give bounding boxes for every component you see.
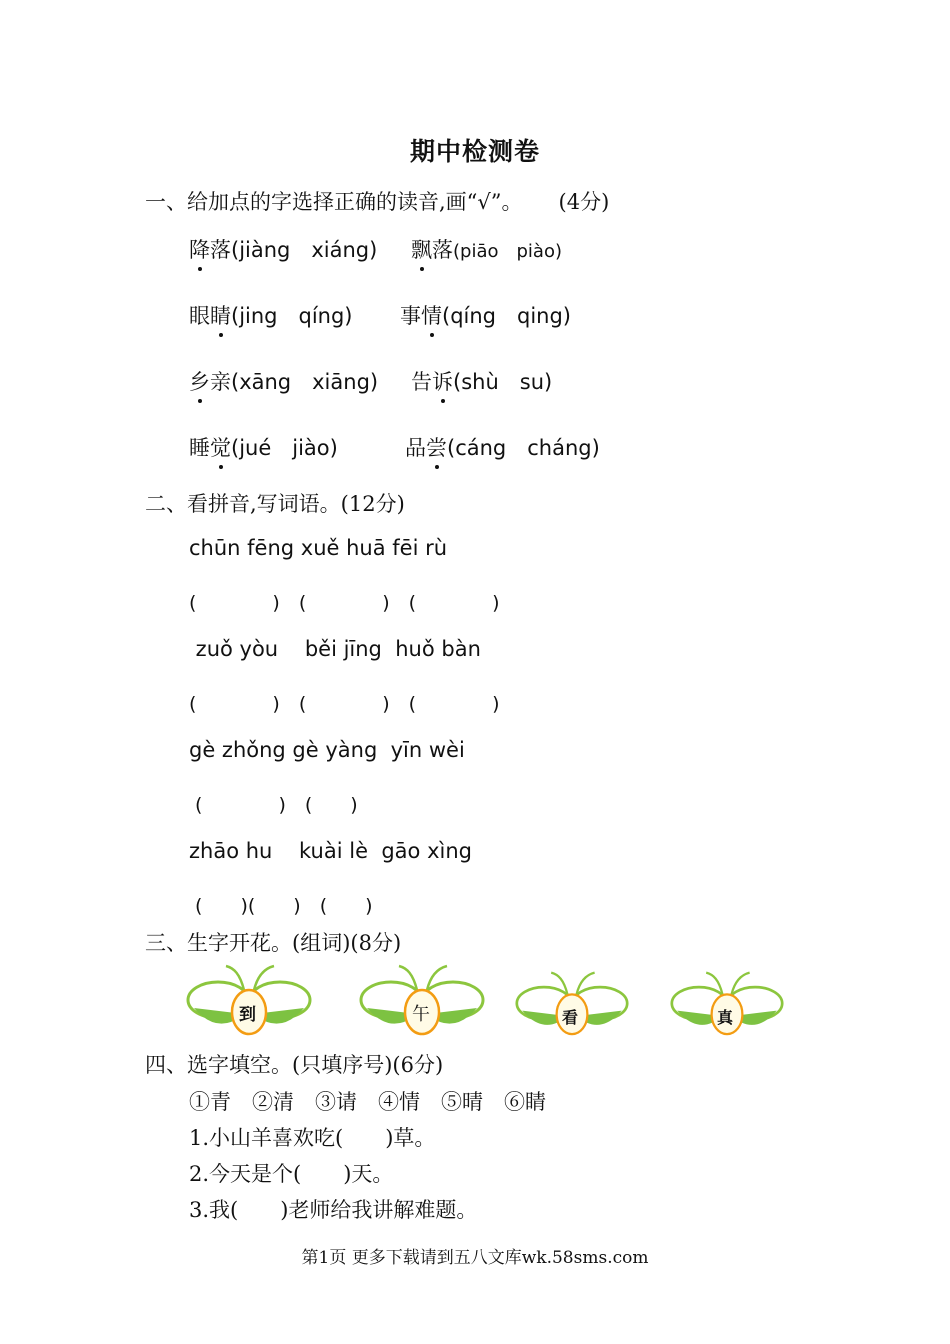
q1-score: (4分) xyxy=(558,190,610,214)
q1-item-7: 睡觉(jué jiào) xyxy=(189,432,338,462)
q1-item-1: 降落(jiàng xiáng) xyxy=(189,238,377,262)
q4-sentence-2: 2.今天是个( )天。 xyxy=(189,1162,394,1186)
q2-blanks-4: ( )( ) ( ) xyxy=(189,895,373,917)
page-footer: 第1页 更多下载请到五八文库wk.58sms.com xyxy=(301,1248,649,1268)
q1-item-5: 乡亲(xāng xiāng) xyxy=(189,366,378,396)
flower-4-char: 真 xyxy=(717,1008,734,1027)
q2-blanks-3: ( ) ( ) xyxy=(189,794,358,816)
q4-sentence-3: 3.我( )老师给我讲解难题。 xyxy=(189,1198,478,1222)
q4-sentence-1: 1.小山羊喜欢吃( )草。 xyxy=(189,1126,436,1150)
q1-heading-text: 一、给加点的字选择正确的读音,画“√”。 xyxy=(145,190,523,214)
flower-4 xyxy=(670,969,784,1036)
q2-heading: 二、看拼音,写词语。(12分) xyxy=(145,492,405,516)
q2-pinyin-1: chūn fēng xuě huā fēi rù xyxy=(189,536,448,560)
flower-3 xyxy=(515,969,629,1036)
flower-1-char: 到 xyxy=(239,1005,256,1025)
flower-2 xyxy=(359,962,485,1036)
q1-item-2: 飘落(piāo piào) xyxy=(411,234,562,264)
q1-row-1 xyxy=(189,234,377,264)
page-title: 期中检测卷 xyxy=(409,137,540,166)
q1-item-6: 告诉(shù su) xyxy=(411,366,552,396)
q2-pinyin-4: zhāo hu kuài lè gāo xìng xyxy=(189,839,472,863)
q3-heading: 三、生字开花。(组词)(8分) xyxy=(145,931,402,955)
q4-options: ①青 ②清 ③请 ④情 ⑤晴 ⑥睛 xyxy=(189,1090,546,1114)
q1-item-4: 事情(qíng qing) xyxy=(400,300,571,330)
q2-pinyin-3: gè zhǒng gè yàng yīn wèi xyxy=(189,738,465,762)
flower-1 xyxy=(186,962,312,1036)
q1-item-3: 眼睛(jing qíng) xyxy=(189,300,353,330)
q2-blanks-1: ( ) ( ) ( ) xyxy=(189,592,500,614)
q1-item-8: 品尝(cáng cháng) xyxy=(405,432,600,462)
flower-3-char: 看 xyxy=(562,1008,579,1027)
q1-heading xyxy=(145,186,609,216)
q2-blanks-2: ( ) ( ) ( ) xyxy=(189,693,500,715)
flower-2-char: 午 xyxy=(412,1004,430,1025)
q2-pinyin-2: zuǒ yòu běi jīng huǒ bàn xyxy=(189,637,481,661)
q4-heading: 四、选字填空。(只填序号)(6分) xyxy=(145,1053,444,1077)
